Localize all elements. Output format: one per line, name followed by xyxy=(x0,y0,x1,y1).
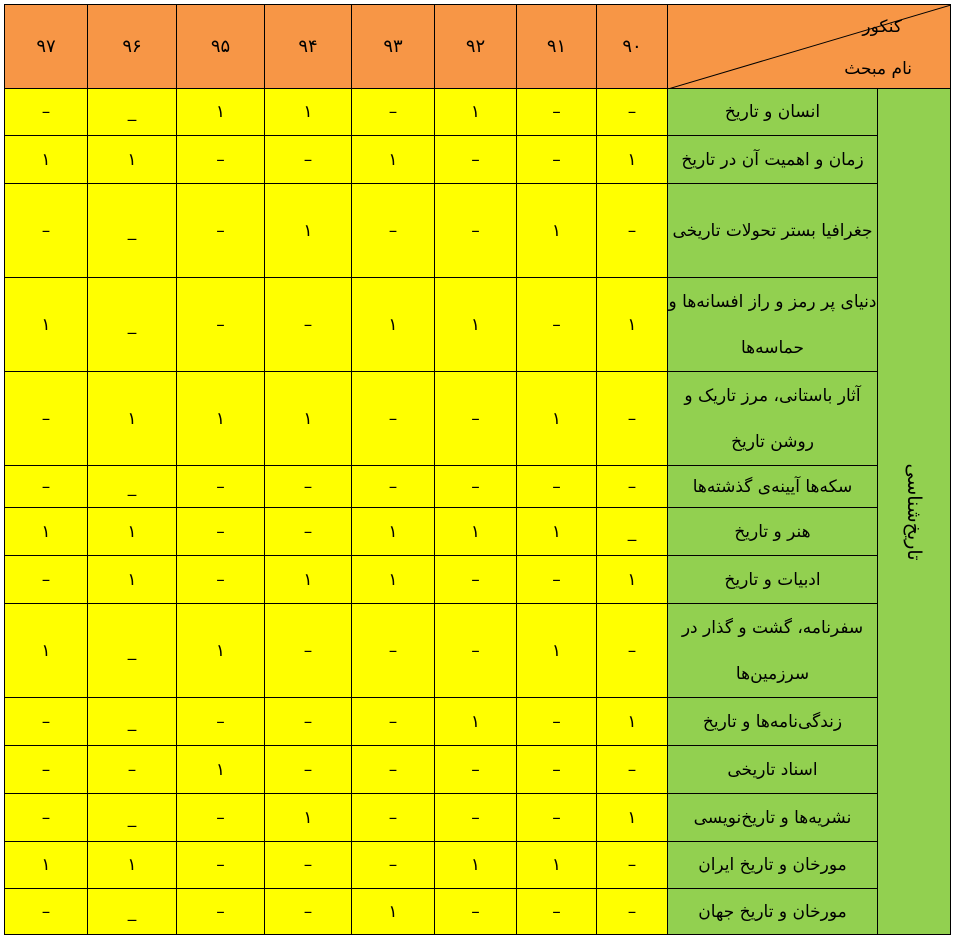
value-cell: – xyxy=(517,746,597,794)
value-cell: – xyxy=(5,746,88,794)
value-cell: – xyxy=(177,278,265,372)
value-cell: ۱ xyxy=(352,508,435,556)
value-cell: – xyxy=(597,746,668,794)
year-92: ۹۲ xyxy=(435,5,517,89)
value-cell: – xyxy=(352,842,435,889)
value-cell: ۱ xyxy=(352,136,435,184)
year-90: ۹۰ xyxy=(597,5,668,89)
exam-topics-table-container xyxy=(4,4,951,935)
header-row xyxy=(5,5,951,89)
table-row xyxy=(5,136,951,184)
value-cell: – xyxy=(517,136,597,184)
value-cell: – xyxy=(265,604,352,698)
value-cell: ۱ xyxy=(88,508,177,556)
value-cell: – xyxy=(5,698,88,746)
value-cell: – xyxy=(265,136,352,184)
value-cell: _ xyxy=(88,794,177,842)
value-cell: ۱ xyxy=(88,136,177,184)
value-cell: – xyxy=(517,89,597,136)
value-cell: ۱ xyxy=(435,89,517,136)
value-cell: ۱ xyxy=(5,508,88,556)
topic-cell: دنیای پر رمز و راز افسانه‌ها و حماسه‌ها xyxy=(668,278,878,372)
table-row xyxy=(5,794,951,842)
table-row xyxy=(5,372,951,466)
value-cell: – xyxy=(435,184,517,278)
value-cell: – xyxy=(352,89,435,136)
value-cell: _ xyxy=(88,278,177,372)
value-cell: – xyxy=(265,889,352,935)
value-cell: – xyxy=(5,794,88,842)
value-cell: ۱ xyxy=(517,372,597,466)
value-cell: ۱ xyxy=(5,842,88,889)
header-corner-cell xyxy=(668,5,951,89)
value-cell: _ xyxy=(88,466,177,508)
value-cell: – xyxy=(517,466,597,508)
value-cell: ۱ xyxy=(435,698,517,746)
topic-cell: زمان و اهمیت آن در تاریخ xyxy=(668,136,878,184)
topic-cell: سکه‌ها آیینه‌ی گذشته‌ها xyxy=(668,466,878,508)
value-cell: – xyxy=(352,794,435,842)
value-cell: ۱ xyxy=(265,794,352,842)
table-row xyxy=(5,508,951,556)
value-cell: – xyxy=(597,604,668,698)
year-95: ۹۵ xyxy=(177,5,265,89)
value-cell: ۱ xyxy=(177,89,265,136)
value-cell: – xyxy=(435,136,517,184)
value-cell: – xyxy=(265,278,352,372)
value-cell: – xyxy=(352,698,435,746)
value-cell: – xyxy=(517,794,597,842)
value-cell: – xyxy=(352,372,435,466)
value-cell: _ xyxy=(88,698,177,746)
value-cell: – xyxy=(517,698,597,746)
value-cell: ۱ xyxy=(88,372,177,466)
value-cell: – xyxy=(5,184,88,278)
table-row xyxy=(5,746,951,794)
year-93: ۹۳ xyxy=(352,5,435,89)
topic-label: نام مبحث xyxy=(844,59,912,79)
value-cell: – xyxy=(435,794,517,842)
value-cell: ۱ xyxy=(597,794,668,842)
table-row xyxy=(5,556,951,604)
value-cell: _ xyxy=(88,89,177,136)
value-cell: – xyxy=(597,184,668,278)
value-cell: ۱ xyxy=(517,508,597,556)
year-96: ۹۶ xyxy=(88,5,177,89)
value-cell: – xyxy=(435,556,517,604)
value-cell: ۱ xyxy=(517,184,597,278)
table-row xyxy=(5,889,951,935)
value-cell: – xyxy=(177,698,265,746)
value-cell: ۱ xyxy=(265,556,352,604)
value-cell: – xyxy=(435,889,517,935)
value-cell: ۱ xyxy=(597,698,668,746)
value-cell: ۱ xyxy=(5,604,88,698)
value-cell: – xyxy=(597,889,668,935)
year-97: ۹۷ xyxy=(5,5,88,89)
topic-cell: نشریه‌ها و تاریخ‌نویسی xyxy=(668,794,878,842)
value-cell: ۱ xyxy=(88,842,177,889)
topic-cell: انسان و تاریخ xyxy=(668,89,878,136)
value-cell: – xyxy=(177,136,265,184)
value-cell: ۱ xyxy=(265,372,352,466)
table-row xyxy=(5,604,951,698)
value-cell: ۱ xyxy=(352,889,435,935)
value-cell: – xyxy=(177,184,265,278)
topic-cell: جغرافیا بستر تحولات تاریخی xyxy=(668,184,878,278)
table-row xyxy=(5,842,951,889)
value-cell: ۱ xyxy=(265,184,352,278)
value-cell: – xyxy=(265,466,352,508)
value-cell: ۱ xyxy=(517,604,597,698)
value-cell: – xyxy=(5,89,88,136)
value-cell: ۱ xyxy=(517,842,597,889)
topic-cell: هنر و تاریخ xyxy=(668,508,878,556)
value-cell: – xyxy=(5,889,88,935)
value-cell: _ xyxy=(88,604,177,698)
year-94: ۹۴ xyxy=(265,5,352,89)
value-cell: – xyxy=(597,89,668,136)
value-cell: – xyxy=(517,556,597,604)
value-cell: – xyxy=(435,604,517,698)
value-cell: – xyxy=(352,746,435,794)
value-cell: – xyxy=(435,746,517,794)
value-cell: – xyxy=(265,698,352,746)
topic-cell: آثار باستانی، مرز تاریک و روشن تاریخ xyxy=(668,372,878,466)
value-cell: ۱ xyxy=(88,556,177,604)
value-cell: – xyxy=(5,466,88,508)
value-cell: ۱ xyxy=(5,278,88,372)
value-cell: ۱ xyxy=(435,278,517,372)
topic-cell: ادبیات و تاریخ xyxy=(668,556,878,604)
topic-cell: سفرنامه، گشت و گذار در سرزمین‌ها xyxy=(668,604,878,698)
value-cell: ۱ xyxy=(597,556,668,604)
value-cell: ۱ xyxy=(5,136,88,184)
topic-cell: مورخان و تاریخ جهان xyxy=(668,889,878,935)
category-cell xyxy=(878,89,951,935)
value-cell: – xyxy=(352,604,435,698)
value-cell: – xyxy=(177,842,265,889)
konkur-label: کنکور xyxy=(862,17,902,37)
value-cell: – xyxy=(177,508,265,556)
value-cell: – xyxy=(177,556,265,604)
category-label: تاریخ‌شناسی xyxy=(903,462,925,561)
value-cell: _ xyxy=(88,184,177,278)
value-cell: – xyxy=(517,278,597,372)
value-cell: ۱ xyxy=(265,89,352,136)
value-cell: – xyxy=(88,746,177,794)
value-cell: – xyxy=(435,372,517,466)
exam-topics-table xyxy=(4,4,951,935)
table-row xyxy=(5,278,951,372)
value-cell: – xyxy=(597,372,668,466)
table-row xyxy=(5,184,951,278)
value-cell: _ xyxy=(88,889,177,935)
table-row xyxy=(5,89,951,136)
value-cell: ۱ xyxy=(352,556,435,604)
value-cell: – xyxy=(352,466,435,508)
value-cell: – xyxy=(265,508,352,556)
topic-cell: مورخان و تاریخ ایران xyxy=(668,842,878,889)
value-cell: ۱ xyxy=(352,278,435,372)
topic-cell: زندگی‌نامه‌ها و تاریخ xyxy=(668,698,878,746)
value-cell: – xyxy=(5,556,88,604)
table-row xyxy=(5,466,951,508)
value-cell: ۱ xyxy=(177,604,265,698)
topic-cell: اسناد تاریخی xyxy=(668,746,878,794)
value-cell: – xyxy=(597,842,668,889)
value-cell: – xyxy=(177,794,265,842)
value-cell: – xyxy=(352,184,435,278)
value-cell: – xyxy=(5,372,88,466)
value-cell: – xyxy=(177,466,265,508)
value-cell: ۱ xyxy=(597,278,668,372)
value-cell: – xyxy=(177,889,265,935)
value-cell: ۱ xyxy=(435,842,517,889)
value-cell: ۱ xyxy=(597,136,668,184)
value-cell: – xyxy=(597,466,668,508)
value-cell: – xyxy=(265,842,352,889)
value-cell: ۱ xyxy=(435,508,517,556)
table-row xyxy=(5,698,951,746)
year-91: ۹۱ xyxy=(517,5,597,89)
value-cell: – xyxy=(265,746,352,794)
value-cell: ۱ xyxy=(177,372,265,466)
value-cell: – xyxy=(517,889,597,935)
value-cell: ۱ xyxy=(177,746,265,794)
value-cell: – xyxy=(435,466,517,508)
value-cell: _ xyxy=(597,508,668,556)
